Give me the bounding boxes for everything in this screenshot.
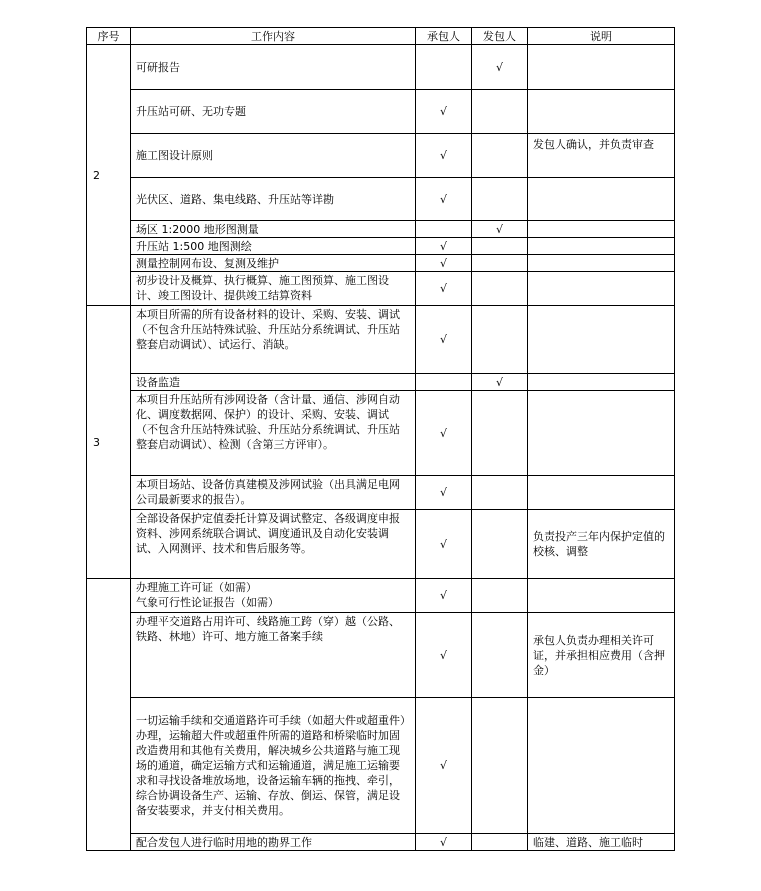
- contractor-check: √: [416, 134, 472, 178]
- table-row: [87, 221, 675, 238]
- row-content: 一切运输手续和交通道路许可手续（如超大件或超重件）办理，运输超大件或超重件所需的道路和桥梁临时加固改造费用和其他有关费用，解决城乡公共道路与施工现场的通道，确定运输方式和运输通道，满足施工运输要求和寻找设备堆放场地，设备运输车辆的拖拽、牵引，综合协调设备生产、运输、存放、倒运、保管，满足设备安装要求，并支付相关费用。: [131, 698, 416, 834]
- contractor-check: √: [416, 238, 472, 255]
- row-content: 本项目场站、设备仿真建模及涉网试验（出具满足电网公司最新要求的报告）。: [131, 476, 416, 510]
- employer-check: [472, 272, 528, 306]
- group-number-2: 2: [87, 45, 131, 306]
- table-row: [87, 90, 675, 134]
- row-note: 发包人确认，并负责审查: [528, 134, 675, 178]
- group-number-4: [87, 579, 131, 851]
- table-header-row: [87, 28, 675, 45]
- contractor-check: √: [416, 391, 472, 476]
- employer-check: [472, 834, 528, 851]
- row-note: [528, 255, 675, 272]
- contractor-check: [416, 221, 472, 238]
- table-row: [87, 272, 675, 306]
- employer-check: [472, 178, 528, 221]
- employer-check: [472, 579, 528, 613]
- employer-check: [472, 613, 528, 698]
- contractor-check: √: [416, 90, 472, 134]
- header-seq: 序号: [87, 28, 131, 45]
- row-note: [528, 476, 675, 510]
- table-row: [87, 255, 675, 272]
- row-note: [528, 374, 675, 391]
- employer-check: √: [472, 45, 528, 90]
- table-row: [87, 306, 675, 374]
- employer-check: [472, 391, 528, 476]
- table-row: [87, 178, 675, 221]
- row-content: 升压站 1:500 地图测绘: [131, 238, 416, 255]
- contractor-check: [416, 374, 472, 391]
- contractor-check: √: [416, 510, 472, 579]
- row-content: 办理施工许可证（如需）: [136, 581, 257, 594]
- contractor-check: √: [416, 476, 472, 510]
- employer-check: [472, 306, 528, 374]
- contractor-check: √: [416, 272, 472, 306]
- table-row: [87, 374, 675, 391]
- employer-check: √: [472, 374, 528, 391]
- header-employer: 发包人: [472, 28, 528, 45]
- table-row: [87, 698, 675, 834]
- contractor-check: √: [416, 613, 472, 698]
- row-note: 负责投产三年内保护定值的校核、调整: [528, 510, 675, 579]
- employer-check: [472, 255, 528, 272]
- row-note: [528, 698, 675, 834]
- table-row: [87, 613, 675, 698]
- row-content: 本项目升压站所有涉网设备（含计量、通信、涉网自动化、调度数据网、保护）的设计、采购、安装、调试（不包含升压站特殊试验、升压站分系统调试、升压站整套启动调试）、检测（含第三方评审）。: [131, 391, 416, 476]
- employer-check: √: [472, 221, 528, 238]
- contractor-check: √: [416, 834, 472, 851]
- employer-check: [472, 476, 528, 510]
- row-content: 办理平交道路占用许可、线路施工跨（穿）越（公路、铁路、林地）许可、地方施工备案手续: [131, 613, 416, 698]
- row-note: [528, 272, 675, 306]
- table-row: [87, 476, 675, 510]
- contractor-check: √: [416, 306, 472, 374]
- row-content: 本项目所需的所有设备材料的设计、采购、安装、调试（不包含升压站特殊试验、升压站分系统调试、升压站整套启动调试）、试运行、消缺。: [131, 306, 416, 374]
- header-contractor: 承包人: [416, 28, 472, 45]
- row-content: 施工图设计原则: [131, 134, 416, 178]
- table-row: [87, 45, 675, 90]
- row-content: 升压站可研、无功专题: [131, 90, 416, 134]
- row-note: 临建、道路、施工临时: [528, 834, 675, 851]
- row-note: [528, 178, 675, 221]
- employer-check: [472, 238, 528, 255]
- employer-check: [472, 510, 528, 579]
- table-row: [87, 134, 675, 178]
- row-content: 设备监造: [131, 374, 416, 391]
- table-row: [87, 579, 675, 613]
- row-content: 光伏区、道路、集电线路、升压站等详勘: [131, 178, 416, 221]
- contractor-check: √: [416, 255, 472, 272]
- row-content: 气象可行性论证报告（如需）: [136, 596, 279, 609]
- row-content: 可研报告: [131, 45, 416, 90]
- employer-check: [472, 90, 528, 134]
- table-row: [87, 834, 675, 851]
- row-content-pair: [131, 579, 416, 613]
- row-note: [528, 221, 675, 238]
- header-note: 说明: [528, 28, 675, 45]
- row-content: 配合发包人进行临时用地的勘界工作: [131, 834, 416, 851]
- employer-check: [472, 698, 528, 834]
- contractor-check: √: [416, 579, 472, 613]
- employer-check: [472, 134, 528, 178]
- row-note: [528, 391, 675, 476]
- row-content: 测量控制网布设、复测及维护: [131, 255, 416, 272]
- contractor-check: √: [416, 698, 472, 834]
- table-row: [87, 391, 675, 476]
- work-division-table: [86, 27, 675, 851]
- row-content: 场区 1:2000 地形图测量: [131, 221, 416, 238]
- row-content: 初步设计及概算、执行概算、施工图预算、施工图设计、竣工图设计、提供竣工结算资料: [131, 272, 416, 306]
- row-note: 承包人负责办理相关许可证，并承担相应费用（含押金）: [528, 613, 675, 698]
- group-number-3: 3: [87, 306, 131, 579]
- table-row: [87, 238, 675, 255]
- row-note: [528, 579, 675, 613]
- table-row: [87, 510, 675, 579]
- row-note: [528, 238, 675, 255]
- row-note: [528, 306, 675, 374]
- row-note: [528, 45, 675, 90]
- contractor-check: [416, 45, 472, 90]
- row-content: 全部设备保护定值委托计算及调试整定、各级调度申报资料、涉网系统联合调试、调度通讯及自动化安装调试、入网测评、技术和售后服务等。: [131, 510, 416, 579]
- row-note: [528, 90, 675, 134]
- contractor-check: √: [416, 178, 472, 221]
- header-content: 工作内容: [131, 28, 416, 45]
